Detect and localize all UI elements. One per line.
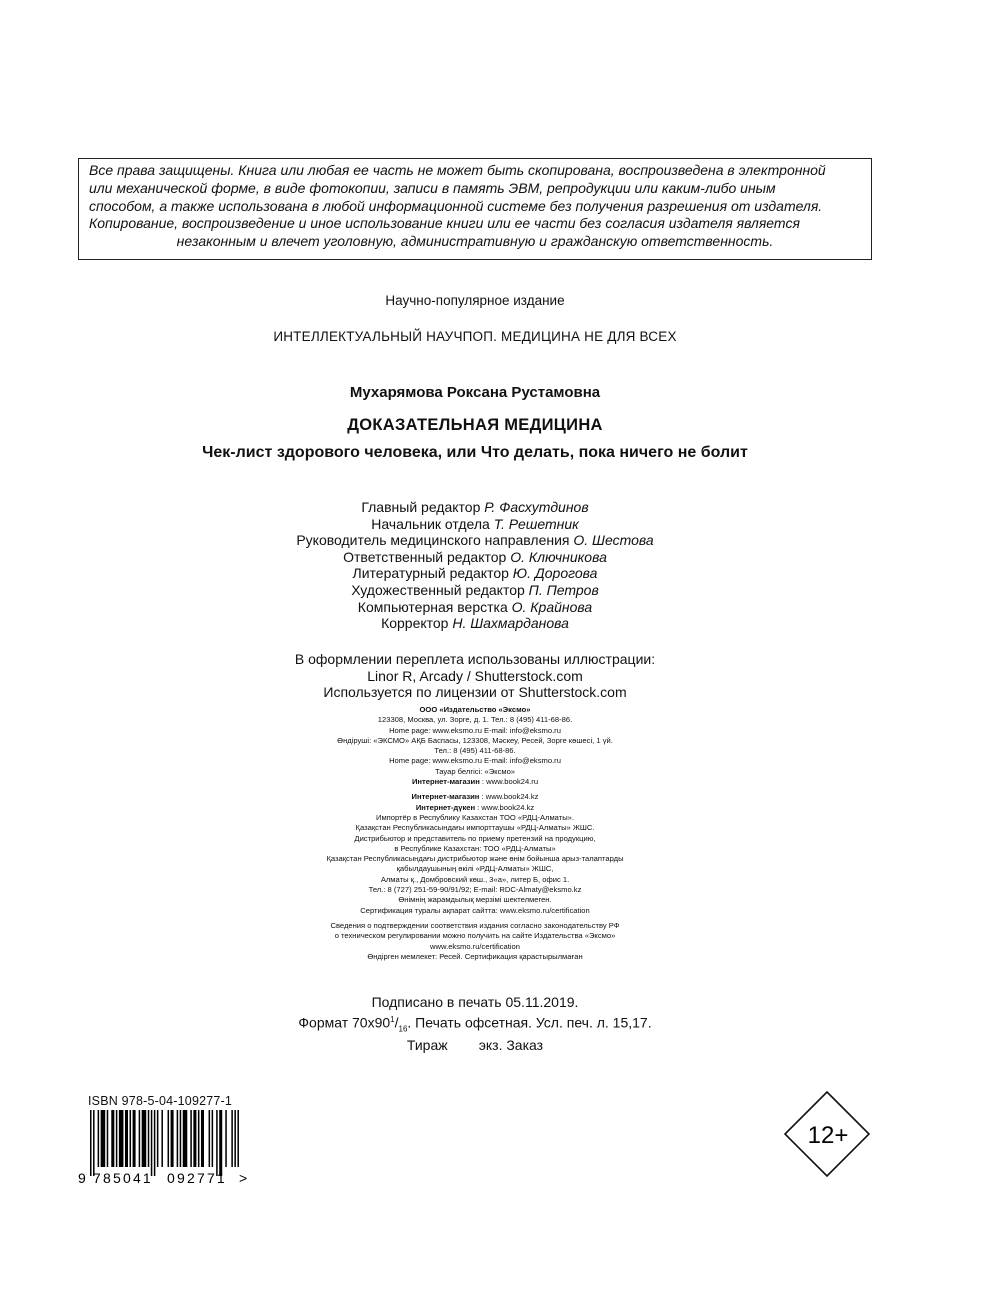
staff-role: Художественный редактор [351, 581, 525, 598]
shop-label: Интернет-магазин [411, 777, 480, 787]
barcode-bar [101, 1110, 106, 1167]
staff-role: Ответственный редактор [343, 548, 507, 565]
barcode-bar [125, 1110, 128, 1167]
barcode-bar [111, 1110, 114, 1167]
barcode-bar [151, 1110, 153, 1176]
barcode-bar [139, 1110, 141, 1167]
author-name: Мухарямова Роксана Рустамовна [349, 384, 601, 401]
barcode-bar [157, 1110, 159, 1167]
age-rating-diamond-icon [784, 1091, 870, 1177]
signed-date: Подписано в печать 05.11.2019. [371, 994, 579, 1010]
staff-row [0, 499, 950, 516]
staff-role: Компьютерная верстка [357, 598, 508, 615]
book-title: ДОКАЗАТЕЛЬНАЯ МЕДИЦИНА [347, 416, 603, 434]
barcode-bar [177, 1110, 179, 1167]
barcode-quiet-mark: > [239, 1170, 248, 1185]
notice-line: Копирование, воспроизведение и иное использование книги или ее части без согласия издателя является [89, 215, 800, 232]
series-name: ИНТЕЛЛЕКТУАЛЬНЫЙ НАУЧПОП. МЕДИЦИНА НЕ ДЛЯ ВСЕХ [273, 329, 677, 344]
staff-row [0, 532, 950, 549]
shop-url: : www.book24.kz [479, 792, 539, 802]
barcode-bar [148, 1110, 150, 1167]
format-sup: 1 [390, 1015, 395, 1024]
imprint-line: Тел.: 8 (495) 411-68-86. [434, 746, 516, 756]
barcode-bar [219, 1110, 222, 1176]
staff-row [0, 516, 950, 533]
imprint-line: Алматы қ., Домбровский көш., 3«а», литер Б, офис 1. [380, 874, 570, 884]
staff-name: О. Крайнова [511, 598, 593, 615]
print-format [0, 1011, 950, 1037]
barcode-bar [161, 1110, 163, 1167]
staff-row [0, 615, 950, 632]
copyright-notice [78, 158, 872, 260]
barcode-first-digit: 9 [78, 1170, 86, 1185]
staff-name: О. Шестова [573, 532, 654, 549]
imprint-line: Сертификация туралы ақпарат сайтта: www.eksmo.ru/certification [360, 905, 590, 915]
notice-line: незаконным и влечет уголовную, административную и гражданскую ответственность. [176, 233, 774, 250]
barcode-bar [133, 1110, 136, 1167]
imprint-line: Дистрибьютор и представитель по приему претензий на продукцию, [354, 833, 596, 843]
barcode-icon [76, 1110, 251, 1185]
imprint-line: Тауар белгісі: «Эксмо» [434, 766, 516, 776]
staff-row [0, 549, 950, 566]
publisher-imprint [0, 705, 950, 962]
barcode-bar [93, 1110, 95, 1176]
format-slash: / [394, 1014, 399, 1031]
barcode-bar [201, 1110, 204, 1167]
illustration-line: В оформлении переплета использованы иллюстрации: [294, 651, 656, 667]
shop-label: Интернет-дүкен [415, 802, 476, 812]
online-shop-ru [0, 777, 950, 787]
staff-name: П. Петров [528, 581, 599, 598]
barcode-bar [212, 1110, 214, 1167]
barcode-bar [142, 1110, 147, 1167]
barcode-bar [231, 1110, 233, 1167]
imprint-line: Қазақстан Республикасындағы импорттаушы «РДЦ-Алматы» ЖШС. [355, 823, 595, 833]
series-type: Научно-популярное издание [385, 293, 565, 308]
barcode-left-digits: 785041 [93, 1170, 153, 1185]
illustration-line: Linor R, Arcady / Shutterstock.com [367, 667, 583, 684]
imprint-line: в Республике Казахстан: ТОО «РДЦ-Алматы» [394, 843, 556, 853]
age-rating-label: 12+ [807, 1122, 849, 1149]
notice-line: или механической форме, в виде фотокопии, записи в память ЭВМ, репродукции или каким-либо иным [89, 179, 776, 196]
staff-name: Т. Решетник [493, 515, 579, 532]
barcode-bar [180, 1110, 182, 1167]
isbn-number: ISBN 978-5-04-109277-1 [88, 1094, 233, 1108]
barcode-bar [90, 1110, 92, 1176]
shop-url: : www.book24.kz [475, 802, 535, 812]
imprint-line: www.eksmo.ru/certification [430, 941, 520, 951]
barcode-bar [119, 1110, 124, 1167]
shop-label: Интернет-магазин [411, 792, 480, 802]
publisher-name: ООО «Издательство «Эксмо» [419, 705, 531, 714]
print-run: Тираж экз. Заказ [406, 1037, 544, 1054]
barcode-right-digits: 092771 [167, 1170, 227, 1185]
print-details [0, 994, 950, 1054]
staff-name: О. Ключникова [510, 548, 607, 565]
imprint-line: Импортёр в Республику Казахстан ТОО «РДЦ-Алматы». [375, 812, 574, 822]
barcode-bar [116, 1110, 118, 1167]
imprint-line: о техническом регулировании можно получить на сайте Издательства «Эксмо» [334, 931, 616, 941]
imprint-line: Тел.: 8 (727) 251-59-90/91/92; E-mail: RDC-Almaty@eksmo.kz [368, 885, 582, 895]
staff-row [0, 565, 950, 582]
format-sub: 16 [398, 1024, 408, 1034]
staff-role: Главный редактор [361, 499, 481, 515]
barcode-bar [198, 1110, 200, 1167]
imprint-line: Өнімнің жарамдылық мерзімі шектелмеген. [398, 895, 552, 905]
notice-line: способом, а также использована в любой информационной системе без получения разрешения от издателя. [89, 197, 823, 214]
online-shop-kz [0, 792, 950, 802]
staff-row [0, 599, 950, 616]
imprint-line: Өндірген мемлекет: Ресей. Сертификация қарастырылмаған [367, 951, 583, 961]
staff-name: Ю. Дорогова [512, 565, 598, 582]
staff-row [0, 582, 950, 599]
barcode-bar [107, 1110, 109, 1167]
illustration-credits [0, 651, 950, 701]
barcode-bar [193, 1110, 196, 1167]
staff-role: Руководитель медицинского направления [296, 532, 570, 549]
staff-role: Литературный редактор [352, 565, 509, 582]
barcode-bar [130, 1110, 132, 1167]
barcode-bar [154, 1110, 156, 1176]
book-subtitle: Чек-лист здорового человека, или Что делать, пока ничего не болит [202, 444, 748, 461]
illustration-line: Используется по лицензии от Shutterstock.com [323, 684, 627, 701]
notice-line: Все права защищены. Книга или любая ее часть не может быть скопирована, воспроизведена в электронной [89, 162, 826, 178]
barcode-bar [183, 1110, 188, 1167]
barcode-bar [209, 1110, 211, 1167]
imprint-line: Сведения о подтверждении соответствия издания согласно законодательству РФ [330, 920, 620, 930]
format-suffix: . Печать офсетная. Усл. печ. л. 15,17. [407, 1014, 652, 1031]
staff-name: Р. Фасхутдинов [484, 499, 589, 515]
imprint-line: Home page: www.eksmo.ru E-mail: info@eksmo.ru [389, 725, 561, 735]
imprint-line: Өндіруші: «ЭКСМО» АҚБ Баспасы, 123308, Мәскеу, Ресей, Зорге көшесі, 1 үй. [337, 735, 613, 745]
editorial-staff [0, 499, 950, 632]
barcode-bar [171, 1110, 174, 1167]
staff-role: Начальник отдела [371, 515, 490, 532]
imprint-line: қабылдаушының өкілі «РДЦ-Алматы» ЖШС, [396, 864, 554, 874]
staff-role: Корректор [381, 615, 449, 632]
barcode-bar [168, 1110, 170, 1167]
barcode-bar [98, 1110, 100, 1167]
format-prefix: Формат 70х90 [298, 1014, 391, 1031]
barcode-bar [216, 1110, 218, 1176]
barcode-bar [234, 1110, 236, 1167]
barcode-bar [190, 1110, 192, 1167]
shop-url: : www.book24.ru [479, 777, 539, 787]
staff-name: Н. Шахмарданова [452, 615, 569, 632]
imprint-line: Қазақстан Республикасындағы дистрибьютор және өнім бойынша арыз-талаптарды [326, 854, 624, 864]
barcode-bar [225, 1110, 227, 1167]
imprint-line: 123308, Москва, ул. Зорге, д. 1. Тел.: 8 (495) 411-68-86. [377, 715, 573, 725]
online-shop-kz-kazakh [0, 803, 950, 813]
barcode-bar [237, 1110, 239, 1167]
imprint-line: Home page: www.eksmo.ru E-mail: info@eksmo.ru [389, 756, 561, 766]
